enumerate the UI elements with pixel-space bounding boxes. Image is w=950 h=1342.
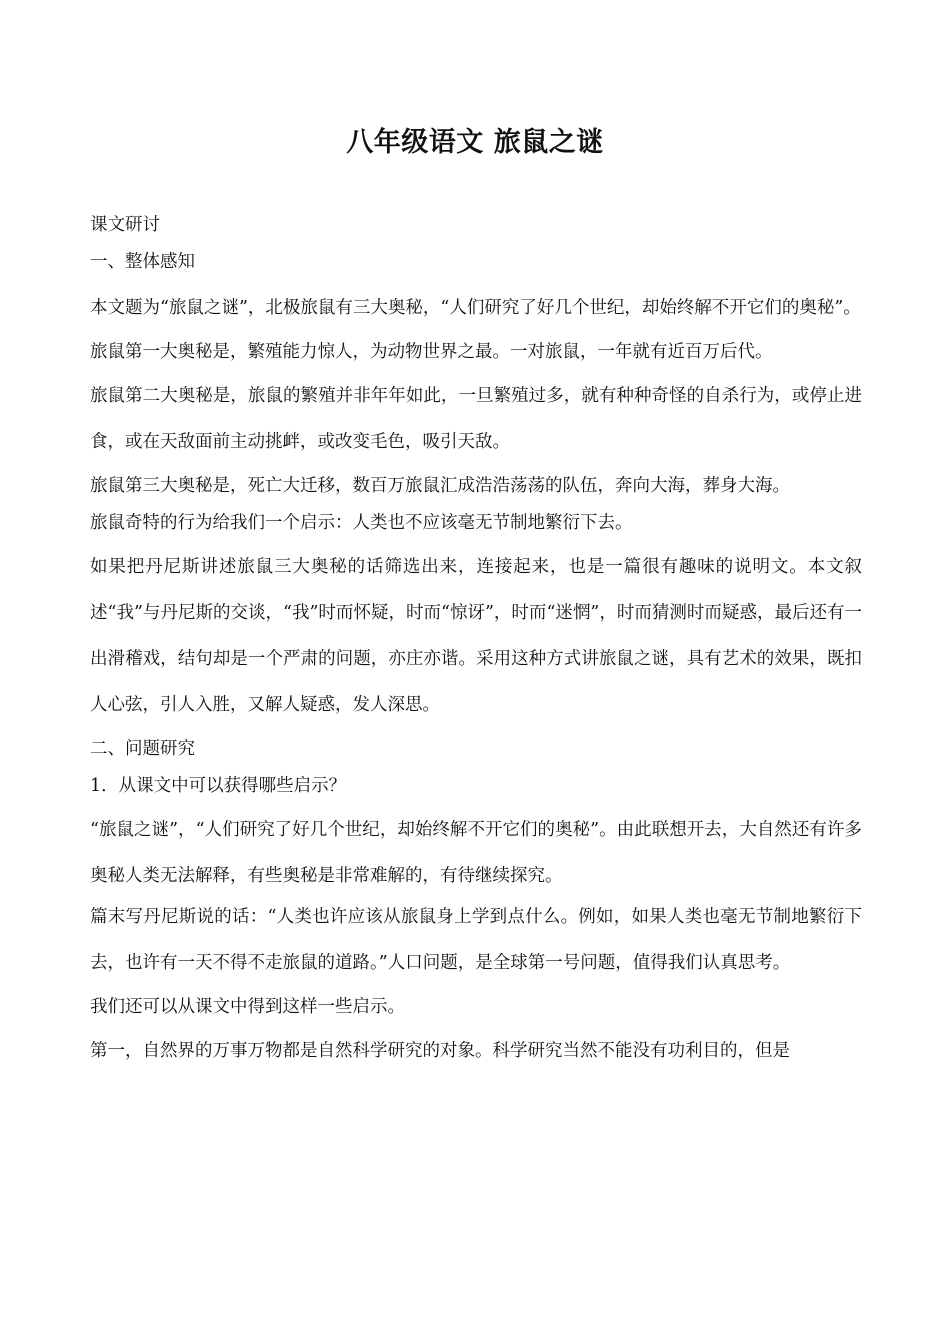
paragraph: 旅鼠第一大奥秘是，繁殖能力惊人，为动物世界之最。一对旅鼠，一年就有近百万后代。 [90,342,773,362]
section-label: 课文研讨 [90,215,160,235]
paragraph: 本文题为“旅鼠之谜”，北极旅鼠有三大奥秘，“人们研究了好几个世纪，却始终解不开它们的奥秘”。 [90,298,861,318]
question-heading: 1．从课文中可以获得哪些启示？ [90,776,347,796]
paragraph: 旅鼠第二大奥秘是，旅鼠的繁殖并非年年如此，一旦繁殖过多，就有种种奇怪的自杀行为，或停止进食，或在天敌面前主动挑衅，或改变毛色，吸引天敌。 [90,386,862,452]
paragraph: 篇末写丹尼斯说的话：“人类也许应该从旅鼠身上学到点什么。例如，如果人类也毫无节制地繁衍下去，也许有一天不得不走旅鼠的道路。”人口问题，是全球第一号问题，值得我们认真思考。 [90,907,862,973]
paragraph: 我们还可以从课文中得到这样一些启示。 [90,997,405,1017]
paragraph: 旅鼠奇特的行为给我们一个启示：人类也不应该毫无节制地繁衍下去。 [90,513,633,533]
section-heading-questions: 二、问题研究 [90,739,195,759]
paragraph: “旅鼠之谜”，“人们研究了好几个世纪，却始终解不开它们的奥秘”。由此联想开去，大自然还有许多奥秘人类无法解释，有些奥秘是非常难解的，有待继续探究。 [90,820,862,886]
paragraph: 如果把丹尼斯讲述旅鼠三大奥秘的话筛选出来，连接起来，也是一篇很有趣味的说明文。本文叙述“我”与丹尼斯的交谈，“我”时而怀疑，时而“惊讶”，时而“迷惘”，时而猜测时而疑惑，最后还有一出滑稽戏，结句却是一个严肃的问题，亦庄亦谐。采用这种方式讲旅鼠之谜，具有艺术的效果，既扣人心弦，引人入胜，又解人疑惑，发人深思。 [90,557,862,715]
section-heading-overall: 一、整体感知 [90,252,195,272]
page-title: 八年级语文 旅鼠之谜 [346,127,604,158]
document-body [90,211,862,1074]
paragraph: 第一，自然界的万事万物都是自然科学研究的对象。科学研究当然不能没有功利目的，但是 [90,1041,790,1061]
paragraph: 旅鼠第三大奥秘是，死亡大迁移，数百万旅鼠汇成浩浩荡荡的队伍，奔向大海，葬身大海。 [90,476,790,496]
